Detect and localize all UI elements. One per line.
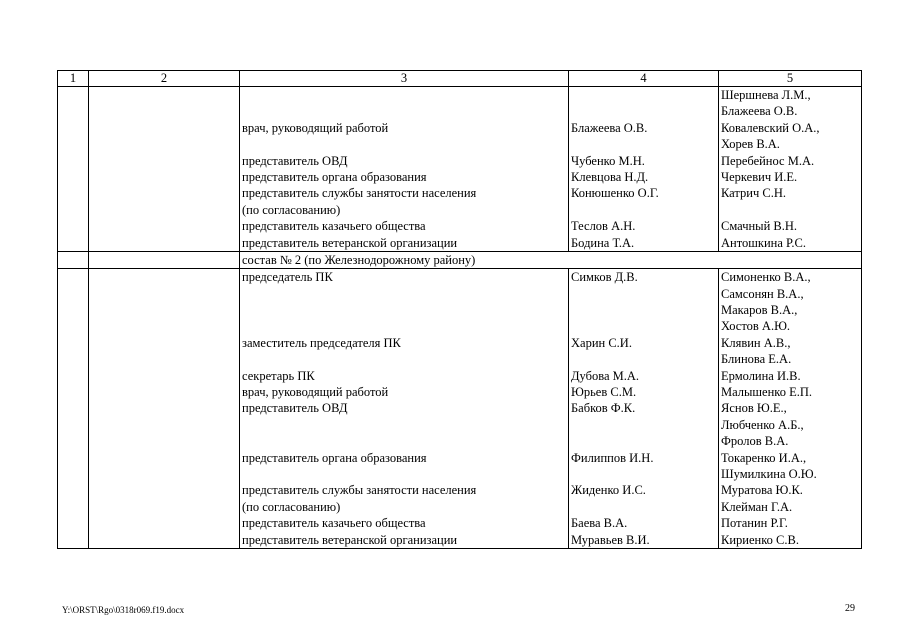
cell-line: Хостов А.Ю. xyxy=(721,319,791,334)
cell-line xyxy=(242,417,566,433)
cell-line xyxy=(571,466,716,482)
cell-line: Жиденко И.С. xyxy=(571,483,646,498)
cell-line xyxy=(571,351,716,367)
cell-line xyxy=(242,286,566,302)
cell-line: Муравьев В.И. xyxy=(571,532,650,547)
cell-line xyxy=(571,202,716,218)
header-cell: 2 xyxy=(89,71,240,87)
cell-line: Юрьев С.М. xyxy=(571,385,637,400)
cell-line: Хорев В.А. xyxy=(721,137,780,152)
cell-line: Симков Д.В. xyxy=(571,270,638,285)
chair-name-cell xyxy=(569,87,719,252)
cell-line xyxy=(571,417,716,433)
chair-name-cell xyxy=(569,269,719,549)
cell-line: Клейман Г.А. xyxy=(721,499,793,514)
cell-line xyxy=(571,87,716,103)
header-cell: 4 xyxy=(569,71,719,87)
cell-line: Чубенко М.Н. xyxy=(571,153,645,168)
cell-line xyxy=(571,136,716,152)
cell-line: представитель казачьего общества xyxy=(242,516,426,531)
cell-line: представитель службы занятости населения xyxy=(242,483,477,498)
cell-line: Симоненко В.А., xyxy=(721,270,811,285)
cell-line: Катрич С.Н. xyxy=(721,186,786,201)
cell-line: Перебейнос М.А. xyxy=(721,153,815,168)
cell-line: секретарь ПК xyxy=(242,368,315,383)
cell-line xyxy=(571,318,716,334)
cell-line xyxy=(571,433,716,449)
cell-line xyxy=(242,466,566,482)
cell-line: врач, руководящий работой xyxy=(242,385,389,400)
table-header-row xyxy=(58,71,862,87)
cell-line: Харин С.И. xyxy=(571,335,632,350)
cell-line: Кириенко С.В. xyxy=(721,532,799,547)
cell-line: представитель ветеранской организации xyxy=(242,532,458,547)
cell-line: Блажеева О.В. xyxy=(721,104,798,119)
cell-line: представитель ОВД xyxy=(242,401,348,416)
cell-line: Ермолина И.В. xyxy=(721,368,801,383)
header-cell: 3 xyxy=(240,71,569,87)
cell-line xyxy=(242,318,566,334)
committee-table xyxy=(57,70,862,549)
cell-line: Клевцова Н.Д. xyxy=(571,169,649,184)
cell-line: Макаров В.А., xyxy=(721,303,798,318)
file-path: Y:\ORST\Rgo\0318r069.f19.docx xyxy=(62,605,185,615)
cell-line xyxy=(242,87,566,103)
cell-line: представитель органа образования xyxy=(242,450,427,465)
cell-line: представитель службы занятости населения xyxy=(242,186,477,201)
cell-line: Шумилкина О.Ю. xyxy=(721,467,817,481)
cell-line: Муратова Ю.К. xyxy=(721,483,803,498)
cell-line: Токаренко И.А., xyxy=(721,450,807,465)
member-names-cell xyxy=(719,87,862,252)
header-cell: 5 xyxy=(719,71,862,87)
cell-line: (по согласованию) xyxy=(242,202,341,217)
section-title: состав № 2 (по Железнодорожному району) xyxy=(240,251,862,268)
empty-cell xyxy=(89,269,240,549)
position-cell xyxy=(240,269,569,549)
cell-line: Малышенко Е.П. xyxy=(721,385,812,400)
cell-line: Смачный В.Н. xyxy=(721,219,798,234)
empty-cell xyxy=(89,87,240,252)
cell-line xyxy=(571,286,716,302)
cell-line xyxy=(571,302,716,318)
cell-line: Дубова М.А. xyxy=(571,368,640,383)
cell-line: (по согласованию) xyxy=(242,499,341,514)
cell-line: Яснов Ю.Е., xyxy=(721,401,787,416)
cell-line: Антошкина Р.С. xyxy=(721,235,806,250)
cell-line: представитель ветеранской организации xyxy=(242,235,458,250)
cell-line: представитель казачьего общества xyxy=(242,219,426,234)
cell-line: представитель ОВД xyxy=(242,153,348,168)
cell-line: врач, руководящий работой xyxy=(242,120,389,135)
cell-line: Черкевич И.Е. xyxy=(721,169,798,184)
cell-line xyxy=(242,136,566,152)
number-cell xyxy=(58,87,89,252)
cell-line: Теслов А.Н. xyxy=(571,219,636,234)
cell-line: Баева В.А. xyxy=(571,516,628,531)
cell-line xyxy=(571,499,716,515)
cell-line xyxy=(721,202,859,218)
cell-line: председатель ПК xyxy=(242,270,333,285)
cell-line xyxy=(242,433,566,449)
table-row-block2 xyxy=(58,269,862,549)
position-cell xyxy=(240,87,569,252)
cell-line: Фролов В.А. xyxy=(721,434,789,449)
number-cell xyxy=(58,251,89,268)
empty-cell xyxy=(89,251,240,268)
cell-line: Блажеева О.В. xyxy=(571,120,648,135)
table-row-block1 xyxy=(58,87,862,252)
cell-line: Конюшенко О.Г. xyxy=(571,186,659,201)
cell-line: Потанин Р.Г. xyxy=(721,516,788,531)
cell-line: Бодина Т.А. xyxy=(571,235,635,250)
cell-line xyxy=(242,351,566,367)
cell-line: Бабков Ф.К. xyxy=(571,401,636,416)
number-cell xyxy=(58,269,89,549)
cell-line: Самсонян В.А., xyxy=(721,286,804,301)
cell-line xyxy=(571,103,716,119)
section-title-row xyxy=(58,251,862,268)
cell-line: Любченко А.Б., xyxy=(721,417,804,432)
member-names-cell xyxy=(719,269,862,549)
cell-line: Филиппов И.Н. xyxy=(571,450,654,465)
cell-line: Клявин А.В., xyxy=(721,335,791,350)
cell-line: Ковалевский О.А., xyxy=(721,120,820,135)
cell-line: Шершнева Л.М., xyxy=(721,88,811,102)
cell-line: представитель органа образования xyxy=(242,169,427,184)
cell-line: Блинова Е.А. xyxy=(721,352,792,367)
header-cell: 1 xyxy=(58,71,89,87)
cell-line xyxy=(242,103,566,119)
page-number: 29 xyxy=(845,603,855,614)
cell-line: заместитель председателя ПК xyxy=(242,335,401,350)
cell-line xyxy=(242,302,566,318)
